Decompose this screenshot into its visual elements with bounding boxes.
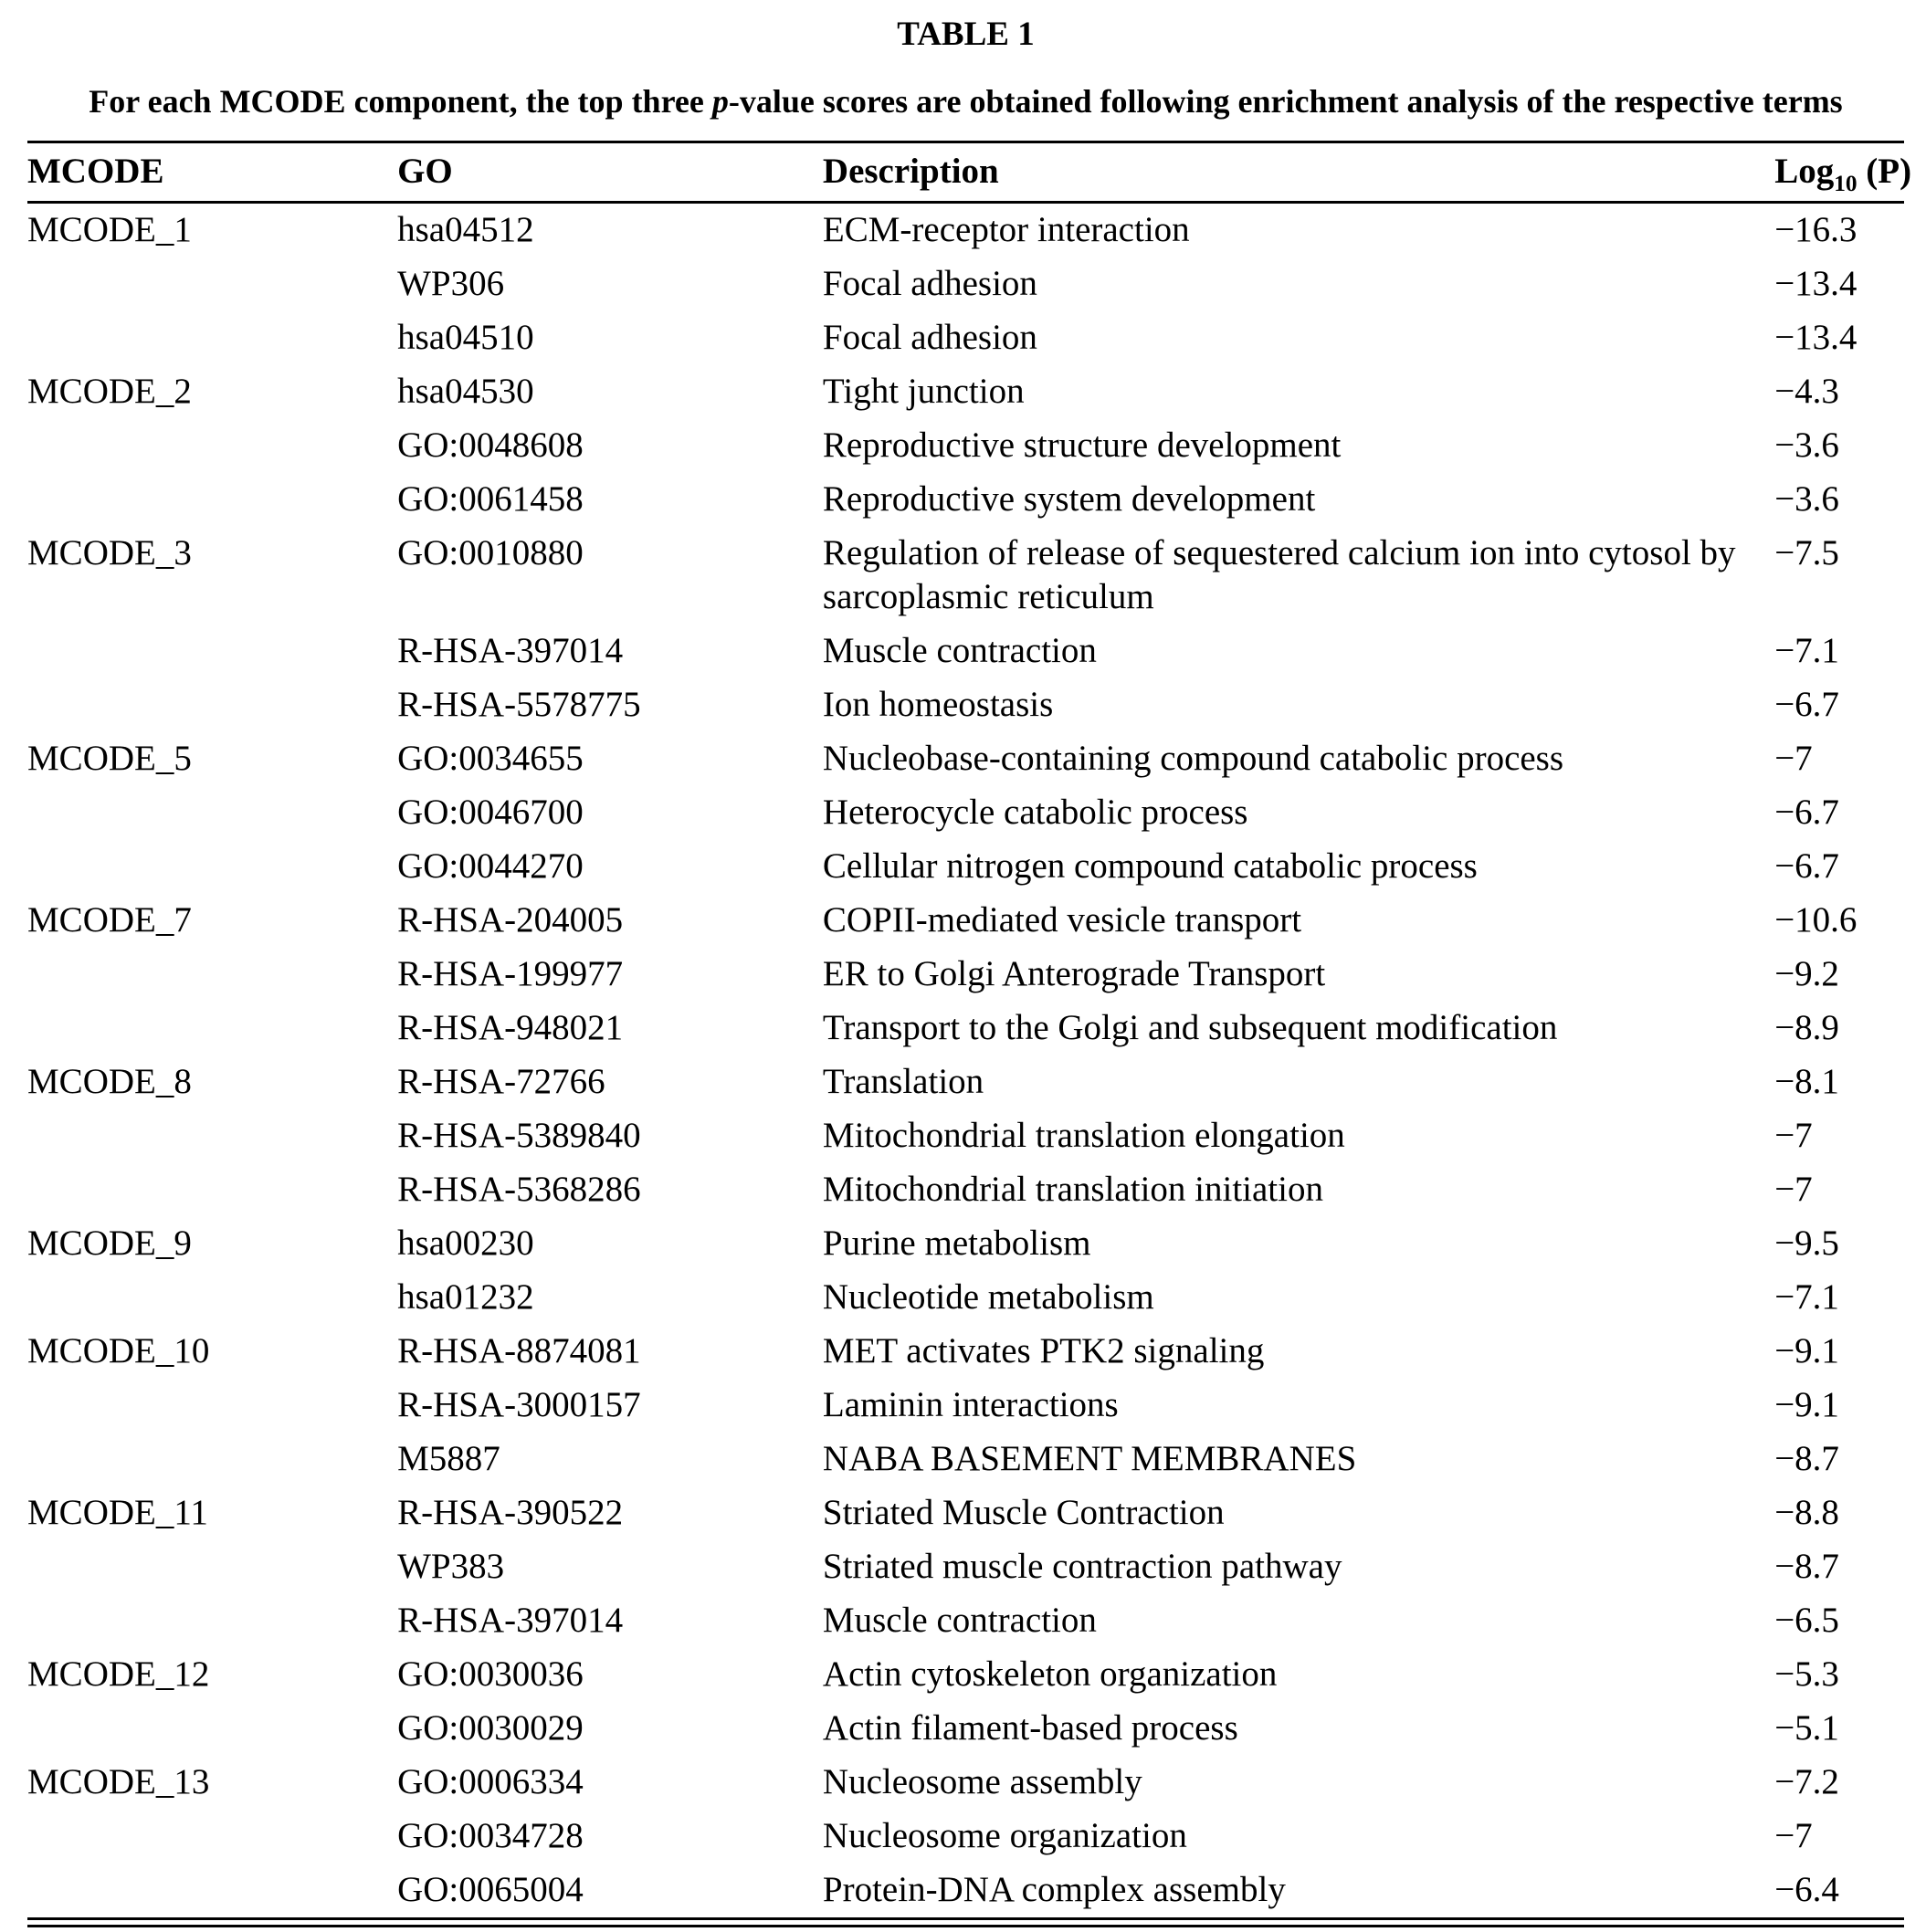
cell-logp: −9.5 bbox=[1774, 1223, 1839, 1263]
enrichment-table bbox=[27, 141, 1912, 1920]
cell-description: COPII-mediated vesicle transport bbox=[822, 900, 1302, 940]
cell-go: R-HSA-3000157 bbox=[397, 1385, 641, 1424]
table-row bbox=[27, 1055, 1904, 1109]
cell-mcode: MCODE_2 bbox=[27, 372, 192, 411]
cell-go: GO:0034728 bbox=[397, 1816, 584, 1855]
table-row bbox=[27, 1810, 1904, 1864]
cell-logp: −6.4 bbox=[1774, 1870, 1839, 1909]
cell-go: R-HSA-5578775 bbox=[397, 685, 641, 724]
table-row bbox=[27, 1109, 1904, 1163]
cell-logp: −5.1 bbox=[1774, 1708, 1839, 1748]
cell-description: Heterocycle catabolic process bbox=[822, 793, 1248, 832]
table-row bbox=[27, 732, 1904, 786]
cell-mcode bbox=[27, 625, 397, 678]
cell-description: Striated muscle contraction pathway bbox=[822, 1547, 1342, 1586]
table-title: TABLE 1 bbox=[897, 16, 1035, 53]
cell-logp: −9.2 bbox=[1774, 954, 1839, 993]
cell-mcode bbox=[27, 257, 397, 311]
cell-go: R-HSA-5389840 bbox=[397, 1116, 641, 1155]
cell-logp: −4.3 bbox=[1774, 372, 1839, 411]
cell-go: WP383 bbox=[397, 1547, 505, 1586]
cell-mcode: MCODE_7 bbox=[27, 900, 192, 940]
cell-description: Actin filament-based process bbox=[822, 1708, 1238, 1748]
cell-logp: −13.4 bbox=[1774, 318, 1858, 357]
cell-mcode bbox=[27, 786, 397, 840]
cell-logp: −8.7 bbox=[1774, 1439, 1839, 1478]
table-row bbox=[27, 527, 1904, 625]
cell-go: GO:0006334 bbox=[397, 1762, 584, 1801]
table-row bbox=[27, 1379, 1904, 1433]
cell-mcode bbox=[27, 1702, 397, 1756]
logp-header-suffix: (P) bbox=[1857, 152, 1912, 191]
cell-mcode: MCODE_5 bbox=[27, 739, 192, 778]
cell-description: Nucleotide metabolism bbox=[822, 1277, 1154, 1317]
cell-description: Nucleobase-containing compound catabolic process bbox=[822, 739, 1564, 778]
cell-logp: −9.1 bbox=[1774, 1331, 1839, 1370]
table-row bbox=[27, 1325, 1904, 1379]
cell-description: Focal adhesion bbox=[822, 318, 1037, 357]
table-row bbox=[27, 1702, 1904, 1756]
cell-go: GO:0034655 bbox=[397, 739, 584, 778]
cell-go: GO:0010880 bbox=[397, 533, 584, 572]
cell-logp: −7 bbox=[1774, 1116, 1813, 1155]
cell-logp: −7.1 bbox=[1774, 631, 1839, 670]
cell-mcode bbox=[27, 948, 397, 1002]
table-row bbox=[27, 203, 1904, 258]
cell-go: hsa00230 bbox=[397, 1223, 534, 1263]
table-head bbox=[27, 142, 1912, 203]
cell-mcode: MCODE_1 bbox=[27, 210, 192, 249]
cell-go: GO:0030036 bbox=[397, 1654, 584, 1694]
cell-go: GO:0048608 bbox=[397, 425, 584, 465]
cell-logp: −8.9 bbox=[1774, 1008, 1839, 1047]
cell-description: Regulation of release of sequestered calcium ion into cytosol by sarcoplasmic reticulum bbox=[822, 533, 1736, 616]
table-row bbox=[27, 257, 1904, 311]
cell-mcode: MCODE_8 bbox=[27, 1062, 192, 1101]
col-header-description: Description bbox=[822, 152, 999, 191]
cell-logp: −7 bbox=[1774, 1816, 1813, 1855]
cell-go: WP306 bbox=[397, 264, 505, 303]
cell-mcode: MCODE_13 bbox=[27, 1762, 210, 1801]
cell-mcode bbox=[27, 1109, 397, 1163]
table-row bbox=[27, 625, 1904, 678]
cell-logp: −8.7 bbox=[1774, 1547, 1839, 1586]
cell-logp: −7.1 bbox=[1774, 1277, 1839, 1317]
cell-go: R-HSA-5368286 bbox=[397, 1170, 641, 1209]
cell-go: hsa01232 bbox=[397, 1277, 534, 1317]
table-row bbox=[27, 678, 1904, 732]
cell-logp: −8.1 bbox=[1774, 1062, 1839, 1101]
cell-logp: −7 bbox=[1774, 739, 1813, 778]
cell-logp: −9.1 bbox=[1774, 1385, 1839, 1424]
table-row bbox=[27, 840, 1904, 894]
cell-description: Reproductive system development bbox=[822, 479, 1316, 519]
cell-description: Focal adhesion bbox=[822, 264, 1037, 303]
cell-go: hsa04530 bbox=[397, 372, 534, 411]
cell-mcode bbox=[27, 1379, 397, 1433]
cell-logp: −7 bbox=[1774, 1170, 1813, 1209]
cell-logp: −7.5 bbox=[1774, 533, 1839, 572]
cell-go: GO:0065004 bbox=[397, 1870, 584, 1909]
cell-go: R-HSA-397014 bbox=[397, 631, 624, 670]
cell-go: GO:0044270 bbox=[397, 846, 584, 886]
table-row bbox=[27, 948, 1904, 1002]
cell-go: GO:0046700 bbox=[397, 793, 584, 832]
cell-go: GO:0030029 bbox=[397, 1708, 584, 1748]
table-row bbox=[27, 894, 1904, 948]
cell-mcode: MCODE_10 bbox=[27, 1331, 210, 1370]
cell-description: Transport to the Golgi and subsequent modification bbox=[822, 1008, 1558, 1047]
table-row bbox=[27, 1756, 1904, 1810]
cell-logp: −8.8 bbox=[1774, 1493, 1839, 1532]
cell-mcode bbox=[27, 1163, 397, 1217]
caption-text-post: -value scores are obtained following enrichment analysis of the respective terms bbox=[728, 83, 1843, 120]
cell-description: Reproductive structure development bbox=[822, 425, 1342, 465]
cell-description: ER to Golgi Anterograde Transport bbox=[822, 954, 1326, 993]
cell-mcode: MCODE_12 bbox=[27, 1654, 210, 1694]
cell-logp: −10.6 bbox=[1774, 900, 1858, 940]
cell-description: MET activates PTK2 signaling bbox=[822, 1331, 1265, 1370]
col-header-mcode: MCODE bbox=[27, 152, 164, 191]
cell-go: R-HSA-397014 bbox=[397, 1601, 624, 1640]
cell-description: Mitochondrial translation initiation bbox=[822, 1170, 1323, 1209]
table-row bbox=[27, 1540, 1904, 1594]
table-row bbox=[27, 365, 1904, 419]
cell-description: Laminin interactions bbox=[822, 1385, 1119, 1424]
cell-mcode bbox=[27, 1540, 397, 1594]
cell-description: ECM-receptor interaction bbox=[822, 210, 1190, 249]
cell-mcode: MCODE_11 bbox=[27, 1493, 208, 1532]
cell-logp: −3.6 bbox=[1774, 425, 1839, 465]
cell-mcode bbox=[27, 419, 397, 473]
logp-header-subscript: 10 bbox=[1834, 170, 1858, 196]
table-row bbox=[27, 1271, 1904, 1325]
cell-logp: −6.7 bbox=[1774, 793, 1839, 832]
cell-mcode bbox=[27, 1433, 397, 1486]
cell-go: R-HSA-8874081 bbox=[397, 1331, 641, 1370]
cell-mcode bbox=[27, 1002, 397, 1055]
cell-mcode bbox=[27, 1810, 397, 1864]
cell-mcode bbox=[27, 1594, 397, 1648]
col-header-logp bbox=[1774, 142, 1912, 203]
cell-description: Protein-DNA complex assembly bbox=[822, 1870, 1286, 1909]
caption-italic-p: p bbox=[711, 83, 729, 120]
table-row bbox=[27, 1163, 1904, 1217]
cell-logp: −6.5 bbox=[1774, 1601, 1839, 1640]
col-header-go: GO bbox=[397, 152, 453, 191]
table-row bbox=[27, 786, 1904, 840]
cell-description: Purine metabolism bbox=[822, 1223, 1091, 1263]
cell-logp: −3.6 bbox=[1774, 479, 1839, 519]
cell-description: Translation bbox=[822, 1062, 984, 1101]
table-row bbox=[27, 1486, 1904, 1540]
cell-description: Ion homeostasis bbox=[822, 685, 1054, 724]
cell-description: Tight junction bbox=[822, 372, 1025, 411]
table-row bbox=[27, 1002, 1904, 1055]
cell-description: Cellular nitrogen compound catabolic process bbox=[822, 846, 1478, 886]
cell-go: GO:0061458 bbox=[397, 479, 584, 519]
cell-description: Nucleosome organization bbox=[822, 1816, 1187, 1855]
table-row bbox=[27, 473, 1904, 527]
table-row bbox=[27, 1433, 1904, 1486]
table-row bbox=[27, 1594, 1904, 1648]
cell-go: R-HSA-199977 bbox=[397, 954, 624, 993]
table-row bbox=[27, 1864, 1904, 1919]
cell-description: Nucleosome assembly bbox=[822, 1762, 1142, 1801]
table-caption bbox=[27, 80, 1904, 122]
cell-description: Muscle contraction bbox=[822, 631, 1097, 670]
cell-logp: −7.2 bbox=[1774, 1762, 1839, 1801]
table-bottom-rule bbox=[27, 1925, 1904, 1927]
table-row bbox=[27, 1648, 1904, 1702]
cell-logp: −13.4 bbox=[1774, 264, 1858, 303]
cell-logp: −6.7 bbox=[1774, 846, 1839, 886]
cell-description: Striated Muscle Contraction bbox=[822, 1493, 1225, 1532]
table-row bbox=[27, 419, 1904, 473]
cell-description: Muscle contraction bbox=[822, 1601, 1097, 1640]
cell-description: Mitochondrial translation elongation bbox=[822, 1116, 1345, 1155]
cell-go: R-HSA-948021 bbox=[397, 1008, 624, 1047]
table-body bbox=[27, 203, 1904, 1919]
header-row bbox=[27, 142, 1904, 203]
cell-go: R-HSA-72766 bbox=[397, 1062, 605, 1101]
cell-go: hsa04512 bbox=[397, 210, 534, 249]
cell-mcode: MCODE_3 bbox=[27, 533, 192, 572]
cell-go: hsa04510 bbox=[397, 318, 534, 357]
cell-description: Actin cytoskeleton organization bbox=[822, 1654, 1278, 1694]
cell-logp: −16.3 bbox=[1774, 210, 1858, 249]
cell-logp: −5.3 bbox=[1774, 1654, 1839, 1694]
cell-description: NABA BASEMENT MEMBRANES bbox=[822, 1439, 1357, 1478]
cell-mcode bbox=[27, 311, 397, 365]
cell-mcode: MCODE_9 bbox=[27, 1223, 192, 1263]
table-row bbox=[27, 1217, 1904, 1271]
cell-mcode bbox=[27, 840, 397, 894]
cell-go: R-HSA-204005 bbox=[397, 900, 624, 940]
cell-mcode bbox=[27, 678, 397, 732]
logp-header-base: Log bbox=[1774, 152, 1835, 191]
cell-go: M5887 bbox=[397, 1439, 500, 1478]
cell-mcode bbox=[27, 473, 397, 527]
caption-text-pre: For each MCODE component, the top three bbox=[89, 83, 712, 120]
cell-mcode bbox=[27, 1864, 397, 1919]
cell-go: R-HSA-390522 bbox=[397, 1493, 624, 1532]
cell-logp: −6.7 bbox=[1774, 685, 1839, 724]
cell-mcode bbox=[27, 1271, 397, 1325]
table-row bbox=[27, 311, 1904, 365]
